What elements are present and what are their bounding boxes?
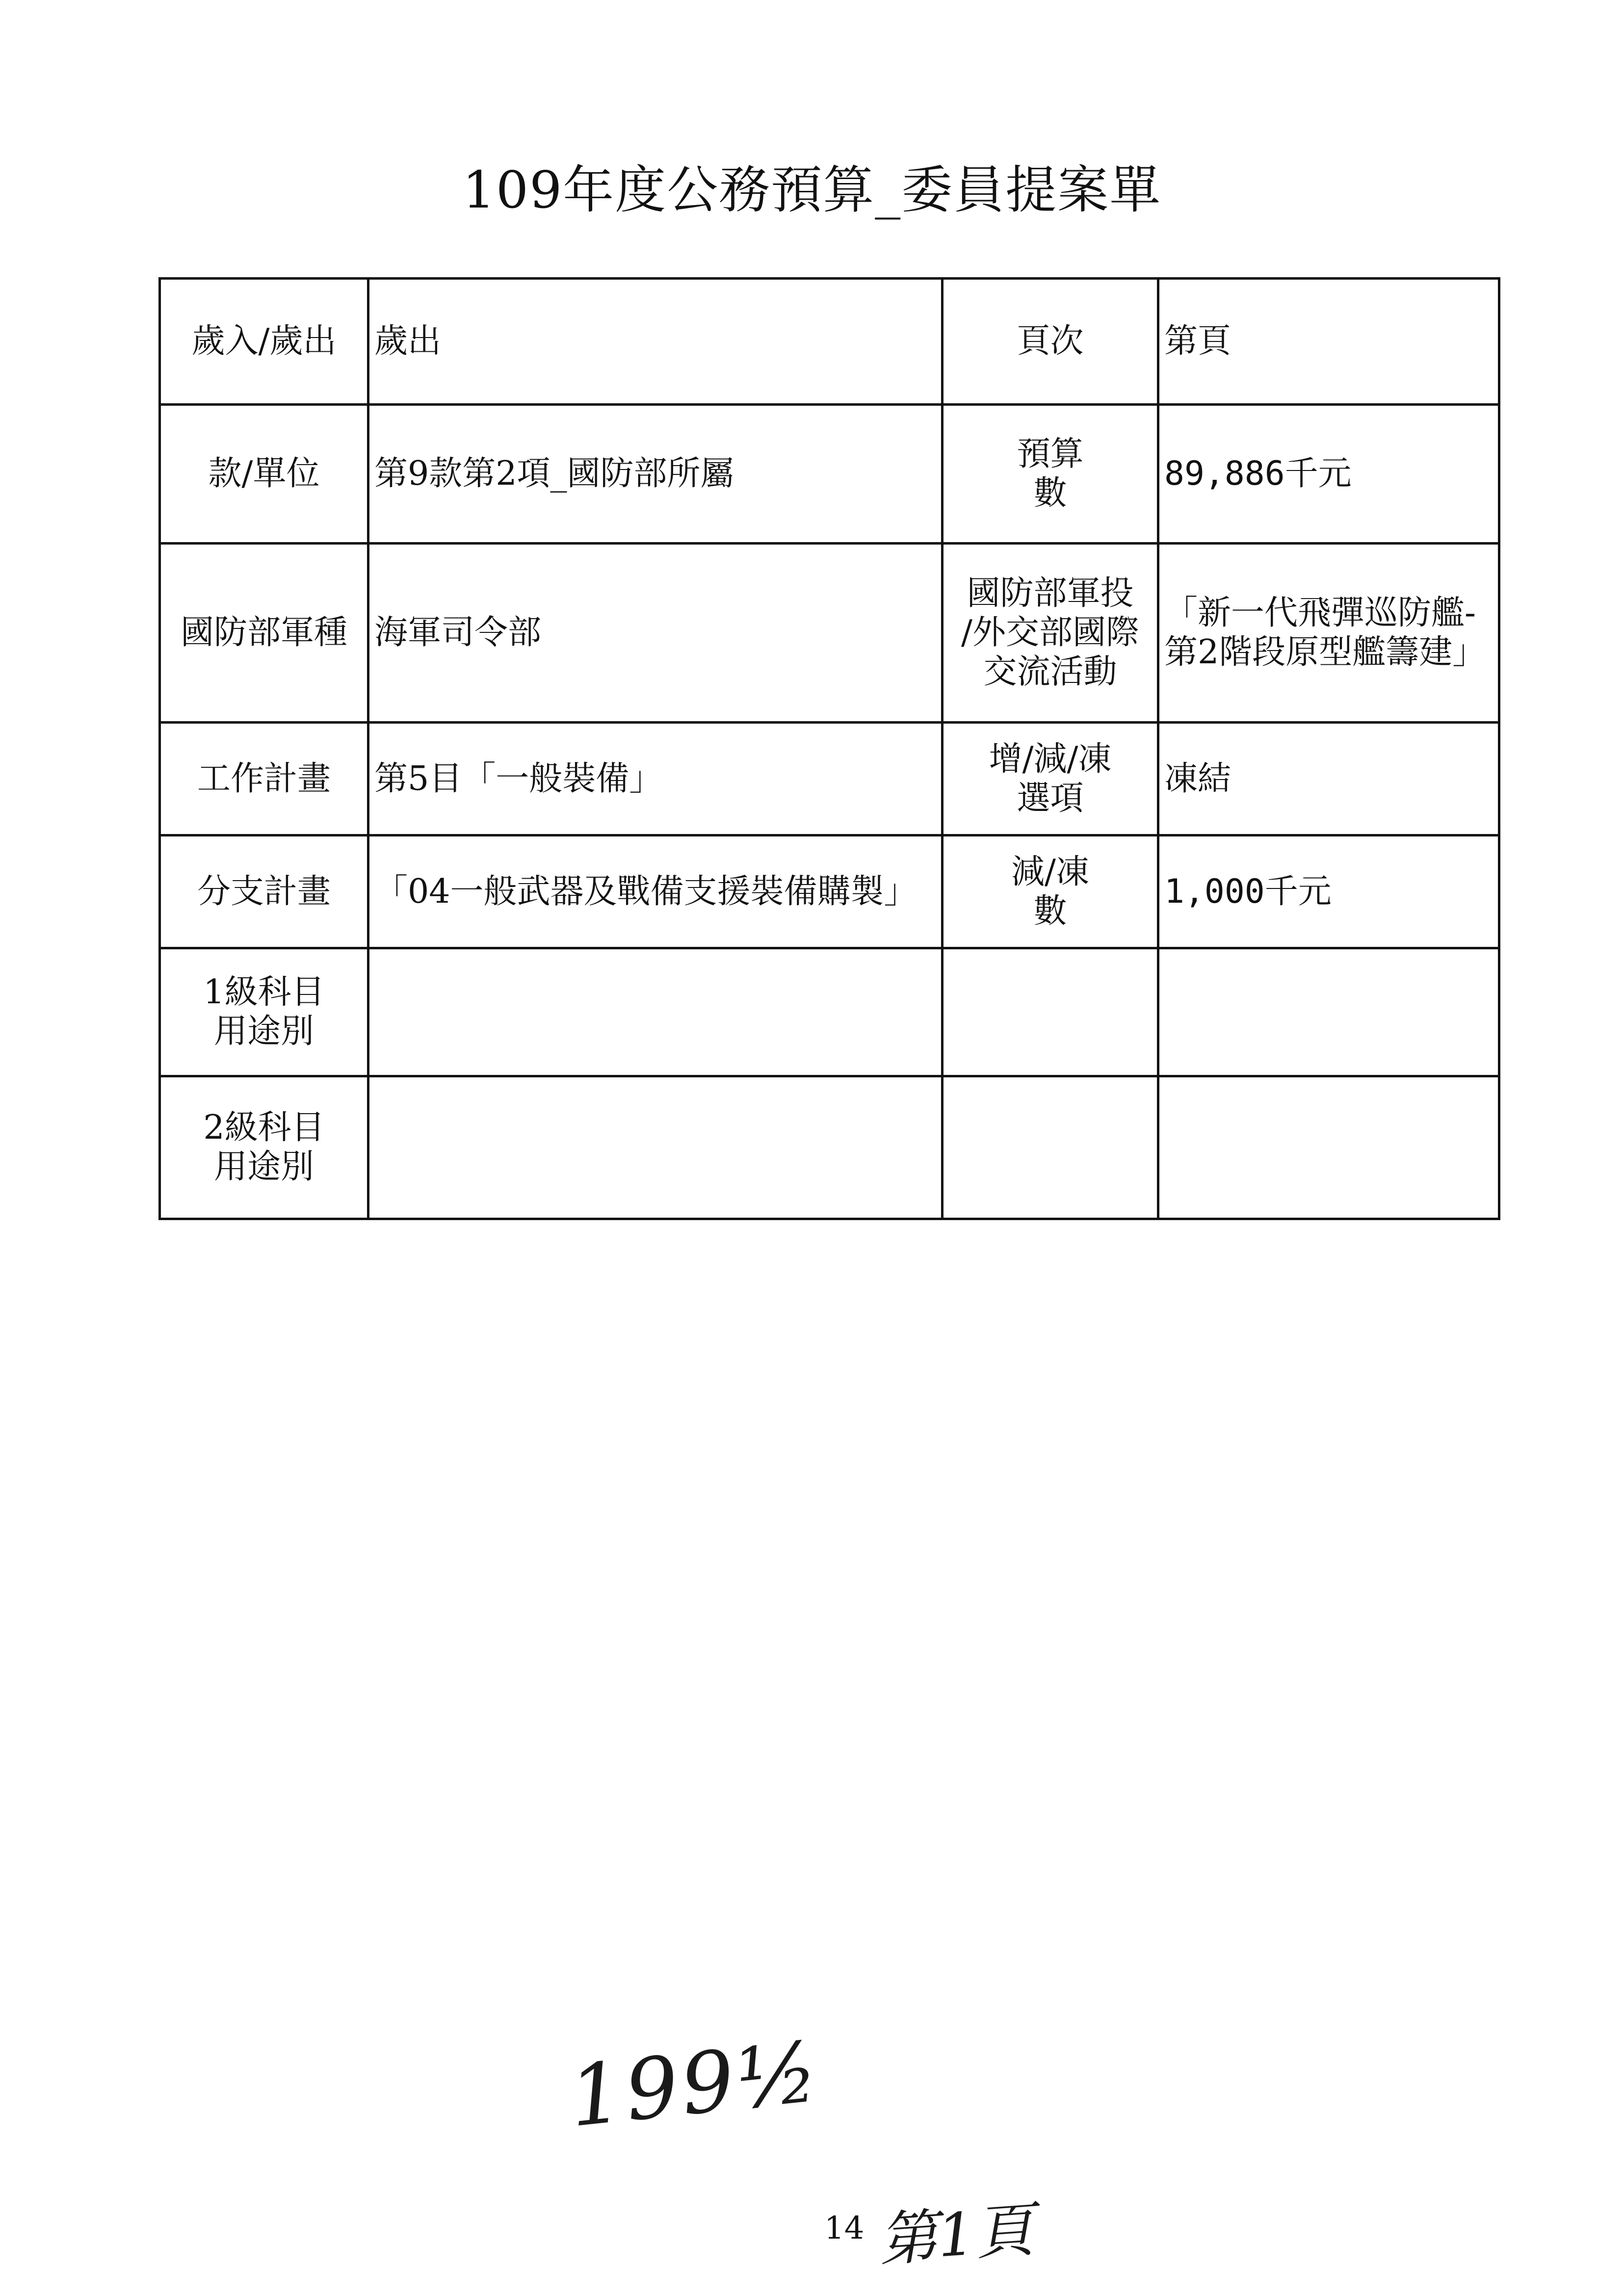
- value-level1-subject: [368, 948, 943, 1076]
- label-military-branch: 國防部軍種: [160, 544, 368, 723]
- value-revenue-expenditure: 歲出: [368, 279, 943, 405]
- blank-cell: [943, 1076, 1158, 1219]
- blank-cell: [1158, 948, 1499, 1076]
- blank-cell: [1158, 1076, 1499, 1219]
- form-title: 109年度公務預算_委員提案單: [462, 160, 1162, 220]
- row-level1-subject: [160, 948, 1499, 1076]
- label-branch-plan: 分支計畫: [160, 835, 368, 948]
- label-revenue-expenditure: 歲入/歲出: [160, 279, 368, 405]
- label-level1-subject: 1級科目 用途別: [160, 948, 368, 1076]
- row-section-unit: [160, 405, 1499, 544]
- proposal-form-table: [158, 277, 1500, 1220]
- label-adjust-option: 增/減/凍 選項: [943, 723, 1158, 835]
- label-work-plan: 工作計畫: [160, 723, 368, 835]
- value-branch-plan: 「04一般武器及戰備支援裝備購製」: [368, 835, 943, 948]
- value-budget-amount: 89,886千元: [1158, 405, 1499, 544]
- page-stamp: 第1頁: [876, 2196, 1036, 2275]
- value-work-plan: 第5目「一般裝備」: [368, 723, 943, 835]
- value-military-investment: 「新一代飛彈巡防艦- 第2階段原型艦籌建」: [1158, 544, 1499, 723]
- label-cut-freeze-amount: 減/凍 數: [943, 835, 1158, 948]
- label-level2-subject: 2級科目 用途別: [160, 1076, 368, 1219]
- value-military-branch: 海軍司令部: [368, 544, 943, 723]
- value-adjust-option: 凍結: [1158, 723, 1499, 835]
- row-level2-subject: [160, 1076, 1499, 1219]
- label-budget-amount: 預算 數: [943, 405, 1158, 544]
- value-cut-freeze-amount: 1,000千元: [1158, 835, 1499, 948]
- blank-cell: [943, 948, 1158, 1076]
- value-level2-subject: [368, 1076, 943, 1219]
- value-page: 第頁: [1158, 279, 1499, 405]
- row-work-plan: [160, 723, 1499, 835]
- value-section-unit: 第9款第2項_國防部所屬: [368, 405, 943, 544]
- page-number: 14: [824, 2210, 864, 2246]
- row-revenue-expenditure: [160, 279, 1499, 405]
- row-military-branch: [160, 544, 1499, 723]
- handwritten-note: 199½: [565, 2023, 826, 2146]
- label-section-unit: 款/單位: [160, 405, 368, 544]
- row-branch-plan: [160, 835, 1499, 948]
- label-military-investment: 國防部軍投 /外交部國際 交流活動: [943, 544, 1158, 723]
- label-page: 頁次: [943, 279, 1158, 405]
